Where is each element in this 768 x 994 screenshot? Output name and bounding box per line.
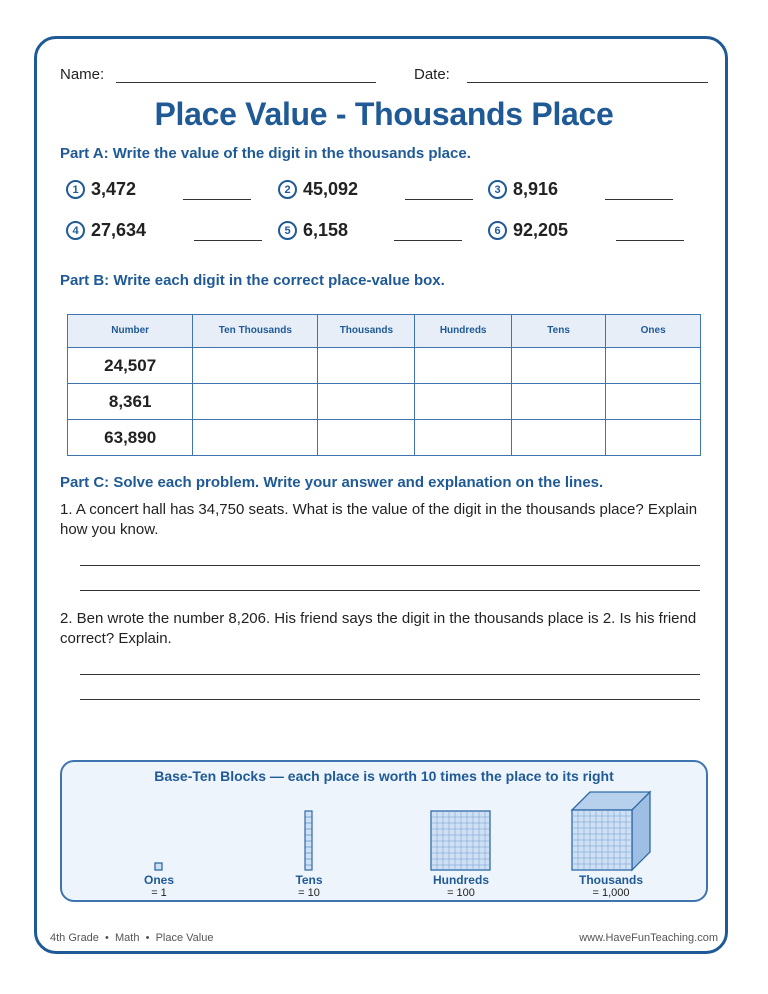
row-number: 63,890 — [68, 420, 193, 456]
table-row — [68, 348, 701, 384]
part-a-item-5 — [278, 220, 348, 241]
item-value: 3,472 — [91, 179, 137, 199]
item-value: 8,916 — [513, 179, 559, 199]
part-c-heading: Part C: Solve each problem. Write your answer and explanation on the lines. — [60, 474, 604, 491]
part-a-item-1 — [66, 179, 136, 200]
ones-label: Ones — [143, 873, 174, 887]
tens-label: Tens — [295, 873, 323, 887]
footer-subject: Math — [115, 932, 140, 944]
part-a-item-2 — [278, 179, 358, 200]
col-header-number: Number — [68, 315, 193, 348]
answer-cell[interactable] — [511, 348, 605, 384]
place-value-table — [67, 314, 701, 456]
date-label: Date: — [414, 66, 450, 83]
writing-line[interactable] — [80, 674, 700, 675]
answer-line-6[interactable] — [616, 240, 684, 241]
ones-block-icon — [154, 862, 164, 872]
row-number: 24,507 — [68, 348, 193, 384]
ones-value: = 1 — [151, 887, 167, 899]
answer-cell[interactable] — [318, 420, 415, 456]
item-number-badge: 6 — [488, 221, 507, 240]
footer-tags — [50, 932, 213, 944]
table-row — [68, 384, 701, 420]
answer-line-5[interactable] — [394, 240, 462, 241]
part-a-item-4 — [66, 220, 146, 241]
thousands-value: = 1,000 — [592, 887, 630, 899]
item-number-badge: 1 — [66, 180, 85, 199]
bullet-icon: • — [142, 932, 156, 944]
col-header-thousands: Thousands — [318, 315, 415, 348]
row-number: 8,361 — [68, 384, 193, 420]
writing-line[interactable] — [80, 590, 700, 591]
answer-cell[interactable] — [318, 384, 415, 420]
answer-cell[interactable] — [318, 348, 415, 384]
part-a-item-3 — [488, 179, 558, 200]
table-header-row — [68, 315, 701, 348]
footer-website[interactable]: www.HaveFunTeaching.com — [579, 932, 718, 944]
answer-line-3[interactable] — [605, 199, 673, 200]
table-row — [68, 420, 701, 456]
page-title: Place Value - Thousands Place — [154, 96, 614, 132]
item-number-badge: 5 — [278, 221, 297, 240]
writing-line[interactable] — [80, 565, 700, 566]
name-label: Name: — [60, 66, 105, 83]
answer-cell[interactable] — [415, 348, 511, 384]
item-value: 27,634 — [91, 220, 147, 240]
base-ten-title: Base-Ten Blocks — each place is worth 10 times the place to its right — [154, 768, 614, 784]
answer-cell[interactable] — [415, 384, 511, 420]
tens-value: = 10 — [298, 887, 320, 899]
answer-cell[interactable] — [193, 420, 318, 456]
base-ten-blocks-panel — [60, 760, 708, 902]
answer-cell[interactable] — [415, 420, 511, 456]
hundreds-value: = 100 — [447, 887, 475, 899]
item-number-badge: 2 — [278, 180, 297, 199]
hundreds-label: Hundreds — [432, 873, 489, 887]
problem-2-text: 2. Ben wrote the number 8,206. His friend says the digit in the thousands place is 2. Is his friend correct? Explain. — [60, 610, 697, 647]
answer-line-2[interactable] — [405, 199, 473, 200]
name-line[interactable] — [116, 82, 376, 83]
date-line[interactable] — [467, 82, 708, 83]
answer-cell[interactable] — [511, 384, 605, 420]
hundreds-flat-icon — [430, 810, 492, 872]
tens-rod-icon — [304, 810, 314, 872]
writing-line[interactable] — [80, 699, 700, 700]
col-header-ones: Ones — [606, 315, 701, 348]
item-value: 6,158 — [303, 220, 349, 240]
item-number-badge: 4 — [66, 221, 85, 240]
answer-cell[interactable] — [606, 420, 701, 456]
col-header-ten-thousands: Ten Thousands — [193, 315, 318, 348]
footer-grade: 4th Grade — [50, 932, 99, 944]
col-header-hundreds: Hundreds — [415, 315, 511, 348]
bullet-icon: • — [101, 932, 116, 944]
answer-line-1[interactable] — [183, 199, 251, 200]
part-a-heading: Part A: Write the value of the digit in the thousands place. — [60, 145, 471, 162]
item-value: 45,092 — [303, 179, 359, 199]
part-b-heading: Part B: Write each digit in the correct place-value box. — [60, 272, 445, 289]
answer-cell[interactable] — [606, 348, 701, 384]
footer-topic: Place Value — [155, 932, 214, 944]
answer-cell[interactable] — [511, 420, 605, 456]
answer-cell[interactable] — [606, 384, 701, 420]
thousands-label: Thousands — [578, 873, 643, 887]
item-number-badge: 3 — [488, 180, 507, 199]
problem-1-text: 1. A concert hall has 34,750 seats. What is the value of the digit in the thousands place? Explain how you know. — [60, 501, 698, 538]
col-header-tens: Tens — [511, 315, 605, 348]
answer-cell[interactable] — [193, 348, 318, 384]
item-value: 92,205 — [513, 220, 569, 240]
part-a-item-6 — [488, 220, 568, 241]
thousands-cube-icon — [570, 790, 652, 872]
answer-line-4[interactable] — [194, 240, 262, 241]
answer-cell[interactable] — [193, 384, 318, 420]
